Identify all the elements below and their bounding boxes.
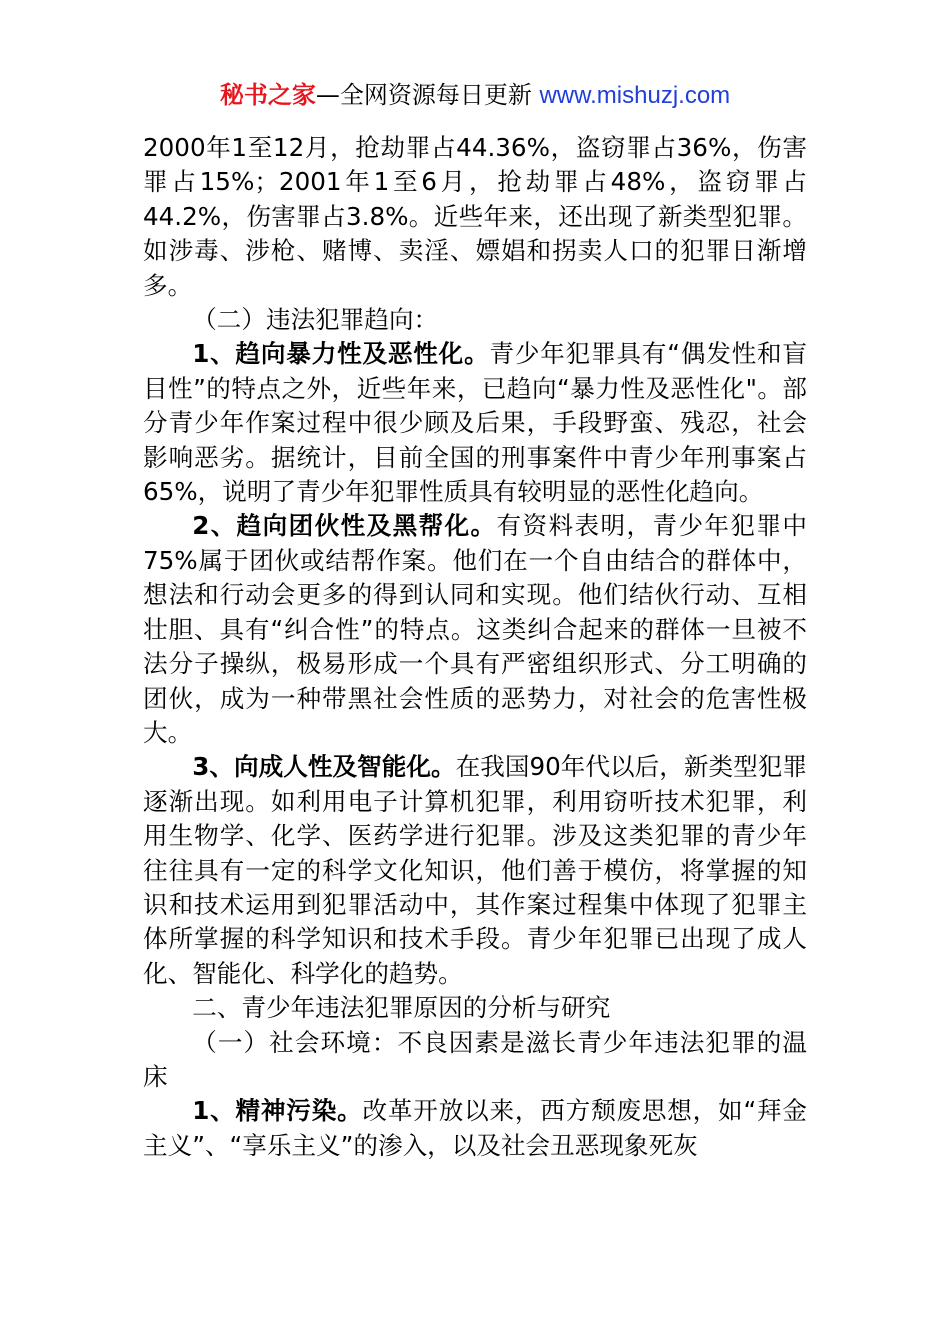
paragraph-lead: 1、精神污染。 (192, 1096, 363, 1126)
site-url[interactable]: www.mishuzj.com (539, 82, 731, 109)
paragraph-text: 改革开放以来，西方颓废思想，如“拜金主义”、“享乐主义”的渗入，以及社会丑恶现象死灰 (143, 1096, 807, 1160)
site-tagline: —全网资源每日更新 (315, 81, 532, 109)
section-heading-causes (143, 991, 807, 1025)
paragraph-crime-statistics (143, 131, 807, 303)
paragraph-violence-trend (143, 337, 807, 509)
paragraph-text: 有资料表明，青少年犯罪中75%属于团伙或结帮作案。他们在一个自由结合的群体中，想法和行动会更多的得到认同和实现。他们结伙行动、互相壮胆、具有“纠合性”的特点。这类纠合起来的群体一旦被不法分子操纵，极易形成一个具有严密组织形式、分工明确的团伙，成为一种带黑社会性质的恶势力，对社会的危害性极大。 (143, 511, 807, 747)
paragraph-lead: 1、趋向暴力性及恶性化。 (192, 339, 490, 369)
paragraph-text: （二）违法犯罪趋向： (192, 305, 439, 335)
paragraph-lead: 2、趋向团伙性及黑帮化。 (192, 511, 497, 541)
document-body (143, 131, 807, 1163)
paragraph-gang-trend (143, 509, 807, 750)
paragraph-text: 青少年犯罪具有“偶发性和盲目性”的特点之外，近些年来，已趋向“暴力性及恶性化"。部分青少年作案过程中很少顾及后果，手段野蛮、残忍，社会影响恶劣。据统计，目前全国的刑事案件中青少年刑事案占65%，说明了青少年犯罪性质具有较明显的恶性化趋向。 (143, 339, 807, 507)
paragraph-text: （一）社会环境：不良因素是滋长青少年违法犯罪的温床 (143, 1027, 807, 1091)
page-header (0, 78, 950, 113)
section-heading-crime-trends (143, 303, 807, 337)
paragraph-text: 在我国90年代以后，新类型犯罪逐渐出现。如利用电子计算机犯罪，利用窃听技术犯罪，利用生物学、化学、医药学进行犯罪。涉及这类犯罪的青少年往往具有一定的科学文化知识，他们善于模仿，将掌握的知识和技术运用到犯罪活动中，其作案过程集中体现了犯罪主体所掌握的科学知识和技术手段。青少年犯罪已出现了成人化、智能化、科学化的趋势。 (143, 752, 807, 988)
paragraph-intelligence-trend (143, 750, 807, 991)
paragraph-text: 二、青少年违法犯罪原因的分析与研究 (192, 993, 611, 1023)
site-brand: 秘书之家 (219, 81, 316, 109)
paragraph-text: 2000年1至12月，抢劫罪占44.36%，盗窃罪占36%，伤害罪占15%；2001年1至6月，抢劫罪占48%，盗窃罪占44.2%，伤害罪占3.8%。近些年来，还出现了新类型犯罪。如涉毒、涉枪、赌博、卖淫、嫖娼和拐卖人口的犯罪日渐增多。 (143, 133, 807, 300)
section-heading-social-environment (143, 1026, 807, 1095)
paragraph-spiritual-pollution (143, 1094, 807, 1163)
paragraph-lead: 3、向成人性及智能化。 (192, 752, 456, 782)
